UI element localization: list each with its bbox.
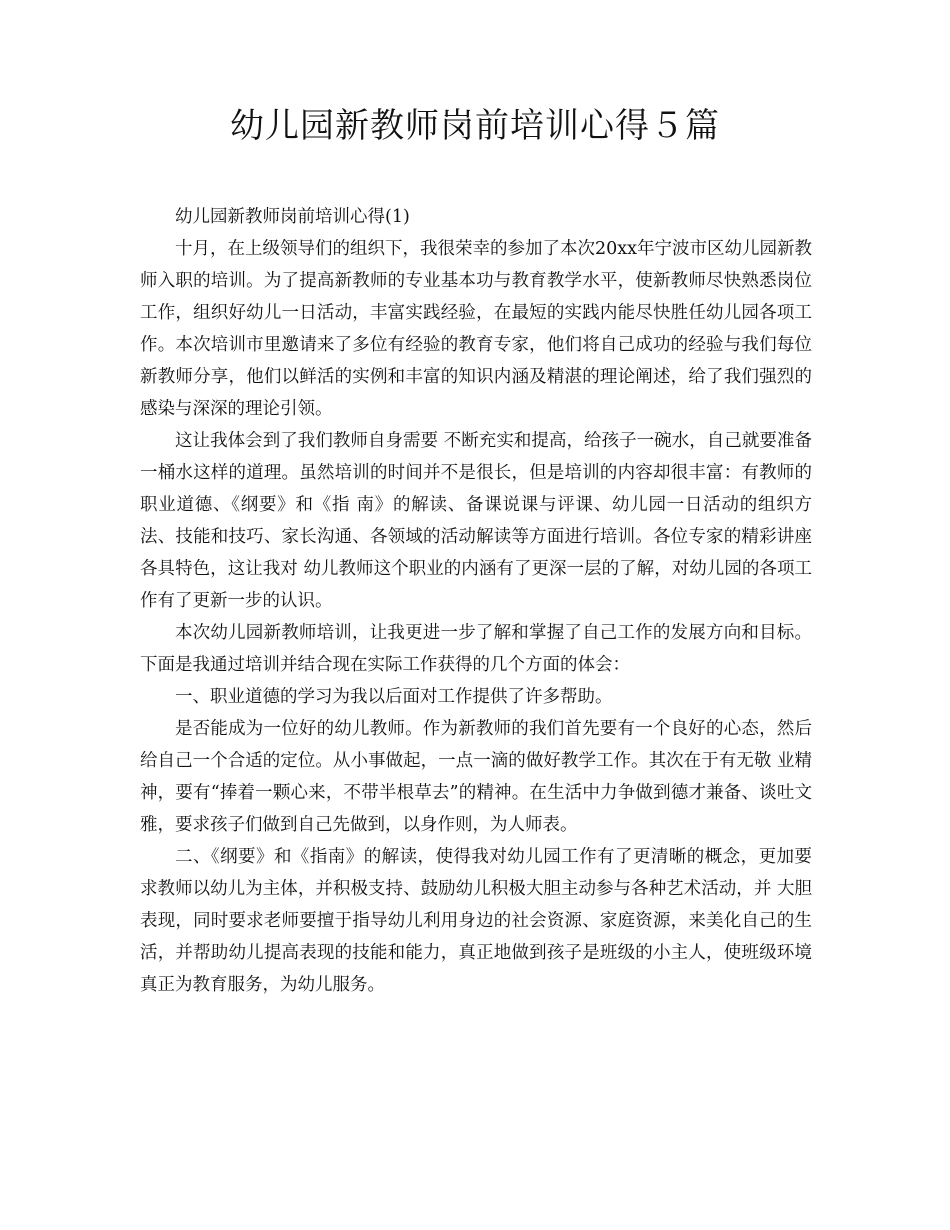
section-heading: 幼儿园新教师岗前培训心得(1) [175, 207, 410, 227]
paragraph: 这让我体会到了我们教师自身需要 不断充实和提高，给孩子一碗水，自己就要准备一桶水这样的道理。虽然培训的时间并不是很长，但是培训的内容却很丰富：有教师的职业道德、《纲要》和《指 南》的解读、备课说课与评课、幼儿园一日活动的组织方法、技能和技巧、家长沟通、各领域的活动解读等方面进行培训。各位专家的精彩讲座各具特色，这让我对 幼儿教师这个职业的内涵有了更深一层的了解，对幼儿园的各项工作有了更新一步的认识。 [140, 431, 812, 611]
paragraph: 二、《纲要》和《指南》的解读，使得我对幼儿园工作有了更清晰的概念，更加要求教师以幼儿为主体，并积极支持、鼓励幼儿积极大胆主动参与各种艺术活动，并 大胆表现，同时要求老师要擅于指导幼儿利用身边的社会资源、家庭资源，来美化自己的生活，并帮助幼儿提高表现的技能和能力，真正地做到孩子是班级的小主人，使班级环境真正为教育服务，为幼儿服务。 [140, 847, 812, 995]
paragraph: 十月，在上级领导们的组织下，我很荣幸的参加了本次20xx年宁波市区幼儿园新教师入职的培训。为了提高新教师的专业基本功与教育教学水平，使新教师尽快熟悉岗位工作，组织好幼儿一日活动，丰富实践经验，在最短的实践内能尽快胜任幼儿园各项工作。本次培训市里邀请来了多位有经验的教育专家，他们将自己成功的经验与我们每位新教师分享，他们以鲜活的实例和丰富的知识内涵及精湛的理论阐述，给了我们强烈的感染与深深的理论引领。 [140, 239, 813, 419]
document-body [140, 201, 812, 1001]
paragraph: 是否能成为一位好的幼儿教师。作为新教师的我们首先要有一个良好的心态，然后给自己一个合适的定位。从小事做起，一点一滴的做好教学工作。其次在于有无敬 业精神，要有“捧着一颗心来，不带半根草去”的精神。在生活中力争做到德才兼备、谈吐文雅，要求孩子们做到自己先做到，以身作则，为人师表。 [140, 719, 812, 835]
document-title: 幼儿园新教师岗前培训心得５篇 [230, 106, 720, 146]
paragraph: 一、职业道德的学习为我以后面对工作提供了许多帮助。 [175, 687, 613, 707]
paragraph: 本次幼儿园新教师培训，让我更进一步了解和掌握了自己工作的发展方向和目标。下面是我通过培训并结合现在实际工作获得的几个方面的体会： [140, 623, 812, 675]
